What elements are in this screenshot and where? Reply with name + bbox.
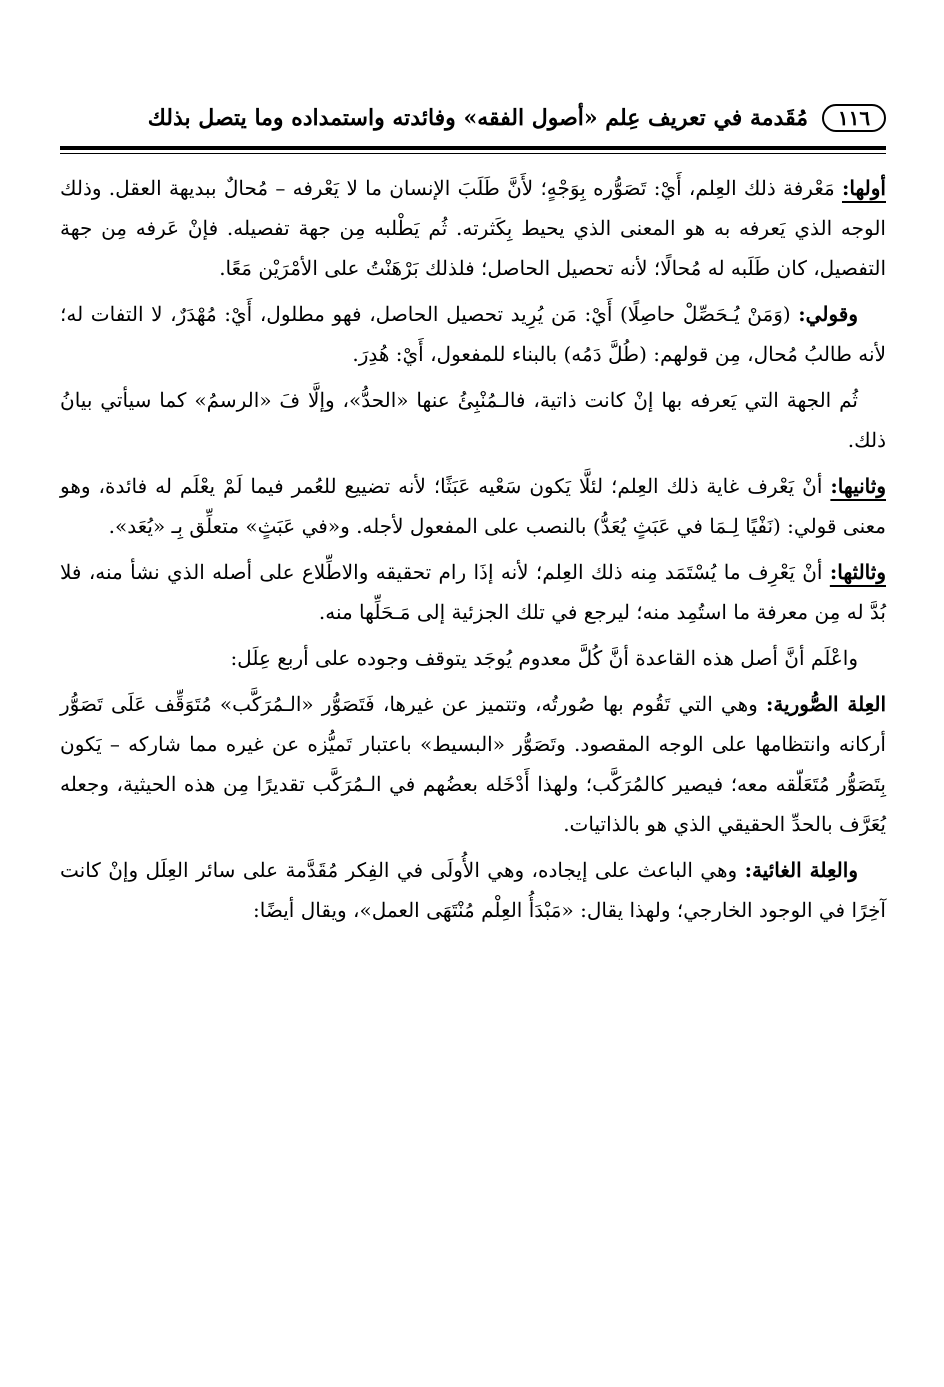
- paragraph-text: أنْ يَعْرف غاية ذلك العِلم؛ لئلَّا يَكون سَعْيه عَبَثًا؛ لأنه تضييع للعُمر فيما لَمْ يعْلَم له فائدة، وهو معنى قولي: (نَفْيًا لِـمَا في عَبَثٍ يُعَدُّ) بالنصب على المفعول لأجله. و«في عَبَثٍ» متعلِّق بِـ «يُعَد».: [60, 474, 886, 538]
- body-text: [60, 168, 886, 930]
- paragraph: [60, 850, 886, 930]
- header-rule-thin: [60, 153, 886, 154]
- paragraph-text: وهي التي تَقُوم بها صُورتُه، وتتميز عن غيرها، فَتَصَوُّر «الـمُرَكَّب» مُتَوَقِّف عَلَى تَصَوُّر أركانه وانتظامها على الوجه المقصود. وتَصَوُّر «البسيط» باعتبار تَميُّزه عن غيره مما شاركه – يَكون بِتَصَوُّر مُتَعَلّقه معه؛ فيصير كالمُرَكَّب؛ ولهذا أَدْخَله بعضُهم في الـمُرَكَّب تقديرًا مِن هذه الحيثية، وجعله يُعَرَّف بالحدِّ الحقيقي الذي هو بالذاتيات.: [60, 692, 886, 836]
- paragraph: [60, 638, 886, 678]
- paragraph-lead: وقولي:: [798, 302, 858, 326]
- page-header: [60, 92, 886, 144]
- page-number: ١١٦: [822, 104, 886, 132]
- document-page: [60, 92, 886, 936]
- paragraph-lead: وثانيها:: [830, 474, 886, 498]
- paragraph-text: أنْ يَعْرِف ما يُسْتَمَد مِنه ذلك العِلم؛ لأنه إذَا رام تحقيقه والاطِّلاع على أصله الذي نشأ منه، فلا بُدَّ له مِن معرفة ما استُمِد منه؛ ليرجع في تلك الجزئية إلى مَـحَلِّها منه.: [60, 560, 886, 624]
- paragraph: [60, 294, 886, 374]
- paragraph-lead: أولها:: [841, 176, 886, 200]
- paragraph: [60, 552, 886, 632]
- paragraph-lead: العِلة الصُّورية:: [765, 692, 887, 716]
- paragraph-lead: وثالثها:: [829, 560, 886, 584]
- paragraph-lead: والعِلة الغائية:: [744, 858, 858, 882]
- header-rule-thick: [60, 146, 886, 150]
- paragraph-text: وهي الباعث على إيجاده، وهي الأُولَى في الفِكر مُقَدَّمة على سائر العِلَل وإنْ كانت آخِرًا في الوجود الخارجي؛ ولهذا يقال: «مَبْدَأُ العِلْم مُنْتَهَى العمل»، ويقال أيضًا:: [60, 858, 886, 922]
- paragraph: [60, 684, 886, 844]
- paragraph-text: مَعْرفة ذلك العِلم، أَيْ: تَصَوُّره بِوَجْهٍ؛ لأَنَّ طَلَبَ الإنسان ما لا يَعْرفه – مُحالٌ ببديهة العقل. وذلك الوجه الذي يَعرفه به هو المعنى الذي يحيط بِكَثرته. ثُم يَطْلبه مِن جهة تفصيله. فإنْ عَرفه مِن جهة التفصيل، كان طَلَبه له مُحالًا؛ لأنه تحصيل الحاصل؛ فلذلك بَرْهَنْتُ على الأمْرَيْن مَعًا.: [60, 176, 886, 280]
- paragraph-text: (وَمَنْ يُـحَصِّلْ حاصِلًا) أَيْ: مَن يُرِيد تحصيل الحاصل، فهو مطلول، أَيْ: مُهْدَرٌ، لا التفات له؛ لأنه طالبُ مُحال، مِن قولهم: (طُلَّ دَمُه) بالبناء للمفعول، أَيْ: هُدِرَ.: [60, 302, 886, 366]
- paragraph-text: واعْلَم أنَّ أصل هذه القاعدة أنَّ كُلَّ معدوم يُوجَد يتوقف وجوده على أربع عِلَل:: [230, 646, 858, 670]
- paragraph-text: ثُم الجهة التي يَعرفه بها إنْ كانت ذاتية، فالـمُنْبِئُ عنها «الحدُّ»، وإلَّا فَ «الرسمُ» كما سيأتي بيانُ ذلك.: [60, 388, 886, 452]
- running-title: مُقَدمة في تعريف عِلم «أصول الفقه» وفائدته واستمداده وما يتصل بذلك: [147, 105, 808, 131]
- paragraph: [60, 466, 886, 546]
- paragraph: [60, 168, 886, 288]
- paragraph: [60, 380, 886, 460]
